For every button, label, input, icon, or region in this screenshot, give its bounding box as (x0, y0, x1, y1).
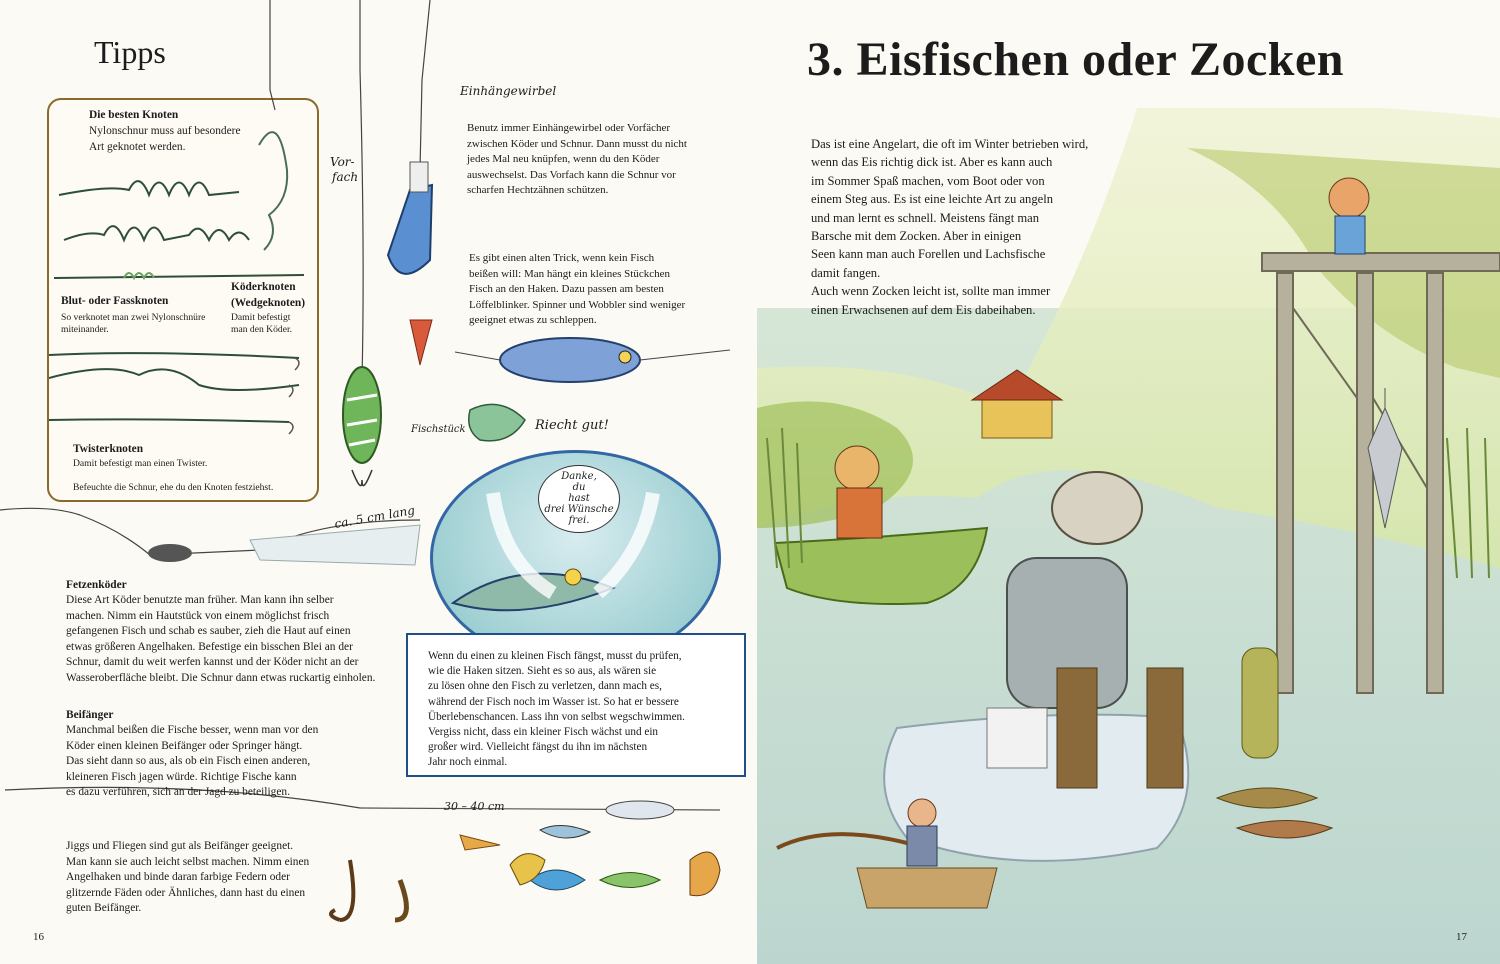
blue-blinker (500, 338, 640, 382)
knots-intro-1: Nylonschnur muss auf besondere (89, 125, 241, 137)
blue-spinner-lure (388, 185, 432, 274)
fetzen-text: Diese Art Köder benutzte man früher. Man kann ihn selber machen. Nimm ein Hautstück von einem möglichst frisch gefangenen Fisch und schab es sauber, zieh die Haut auf einen etwas größeren Angelhaken. Befestige ein bisschen Blei an der Schnur, damit du weit werfen kannst und der Köder nicht an der Wasseroberfläche bleibt. Die Schnur dann etwas ruckartig einholen. (66, 594, 376, 684)
label-vorfach-1: Vor- (330, 155, 355, 169)
label-fischstueck: Fischstück (411, 424, 466, 435)
page-number-right: 17 (1456, 931, 1467, 943)
bucket-seat (987, 708, 1047, 768)
thermos (1242, 648, 1278, 758)
page-number-left: 16 (33, 931, 44, 943)
green-spoon-lure (343, 367, 381, 463)
sinker (148, 544, 192, 562)
trick-text: Es gibt einen alten Trick, wenn kein Fisch beißen will: Man hängt ein kleines Stückchen Fisch an den Haken. Dazu passen am besten Löffelblinker. Spinner und Wobbler sind weniger geeignet etwas zu schleppen. (469, 252, 686, 327)
beifaenger-text: Manchmal beißen die Fische besser, wenn man vor den Köder einen kleinen Beifänger oder Springer hängt. Das sieht dann so aus, als ob ein Fisch einen anderen, kleineren Fisch jagen würde. Richtige Fische kann es dazu verführen, sich an der Jagd zu beteiligen. (66, 724, 319, 799)
bait-knot-text: Damit befestigt man den Köder. (231, 312, 293, 335)
small-fish-tip-box (406, 633, 746, 777)
label-30-40cm: 30 – 40 cm (444, 800, 505, 813)
tipps-heading: Tipps (94, 34, 166, 70)
line-spinner-green (360, 0, 363, 380)
girl (835, 446, 879, 490)
beifaenger-title: Beifänger (66, 709, 114, 721)
label-riecht-gut: Riecht gut! (535, 418, 609, 433)
fetzen-title: Fetzenköder (66, 579, 127, 591)
twister-title: Twisterknoten (73, 443, 144, 455)
page-title: 3. Eisfischen oder Zocken (807, 33, 1344, 86)
boy (1329, 178, 1369, 218)
right-body-text: Das ist eine Angelart, die oft im Winter betrieben wird, wenn das Eis richtig dick ist. Aber es kann auch im Sommer Spaß machen, vom Boot oder von einem Steg aus. Es ist eine leichte Art zu angeln und man lernt es schnell. Meistens fängt man Barsche mit dem Zocken. Aber in einigen Seen kann man auch Forellen und Lachsfische damit fangen. Auch wenn Zocken leicht ist, sollte man immer einen Erwachsenen auf dem Eis dabeihaben. (811, 137, 1089, 317)
line-knotbox (270, 0, 275, 110)
knots-intro-2: Art geknotet werden. (89, 141, 186, 153)
small-fish-tip-text: Wenn du einen zu kleinen Fisch fängst, musst du prüfen, wie die Haken sitzen. Sieht es so aus, als wären sie zu lösen ohne den Fisch zu verletzen, dann mach es, während der Fisch noch im Wasser ist. So hat er bessere Überlebenschancen. Lass ihn von selbst wegschwimmen. Vergiss nicht, dass ein kleiner Fisch wächst und ein großer wird. Vielleicht fängst du ihn im nächsten Jahr noch einmal. (428, 650, 685, 769)
knots-heading: Die besten Knoten (89, 109, 179, 121)
toy-boat (857, 868, 997, 908)
line-swivel (420, 0, 430, 170)
label-einhaengewirbel: Einhängewirbel (460, 84, 557, 98)
label-ca-5cm: ca. 5 cm lang (333, 503, 416, 531)
speech-bubble: Danke, du hast drei Wünsche frei. (538, 465, 620, 533)
fish-piece (469, 404, 525, 440)
spinner-feather (410, 320, 432, 365)
yellow-house (982, 398, 1052, 438)
blood-knot-title: Blut- oder Fassknoten (61, 295, 169, 307)
twister-text: Damit befestigt man einen Twister. (73, 458, 208, 469)
bait-knot-title: Köderknoten (Wedgeknoten) (231, 281, 306, 309)
jiggs-text: Jiggs und Fliegen sind gut als Beifänger geeignet. Man kann sie auch leicht selbst machen. Nimm einen Angelhaken und binde daran farbige Federn oder glitzernde Fäden oder Ähnliches, dann hast du einen guten Beifänger. (66, 840, 310, 915)
swivel-text: Benutz immer Einhängewirbel oder Vorfächer zwischen Köder und Schnur. Dann musst du nicht jedes Mal neu knüpfen, wenn du den Köder auswechselst. Das Vorfach kann die Schnur vor scharfen Hechtzähnen schützen. (467, 122, 687, 197)
label-vorfach-2: fach (332, 170, 359, 184)
beifaenger-spoon (606, 801, 674, 819)
blood-knot-text: So verknotet man zwei Nylonschnüre miteinander. (61, 312, 206, 335)
knots-footer: Befeuchte die Schnur, ehe du den Knoten festziehst. (73, 482, 274, 493)
